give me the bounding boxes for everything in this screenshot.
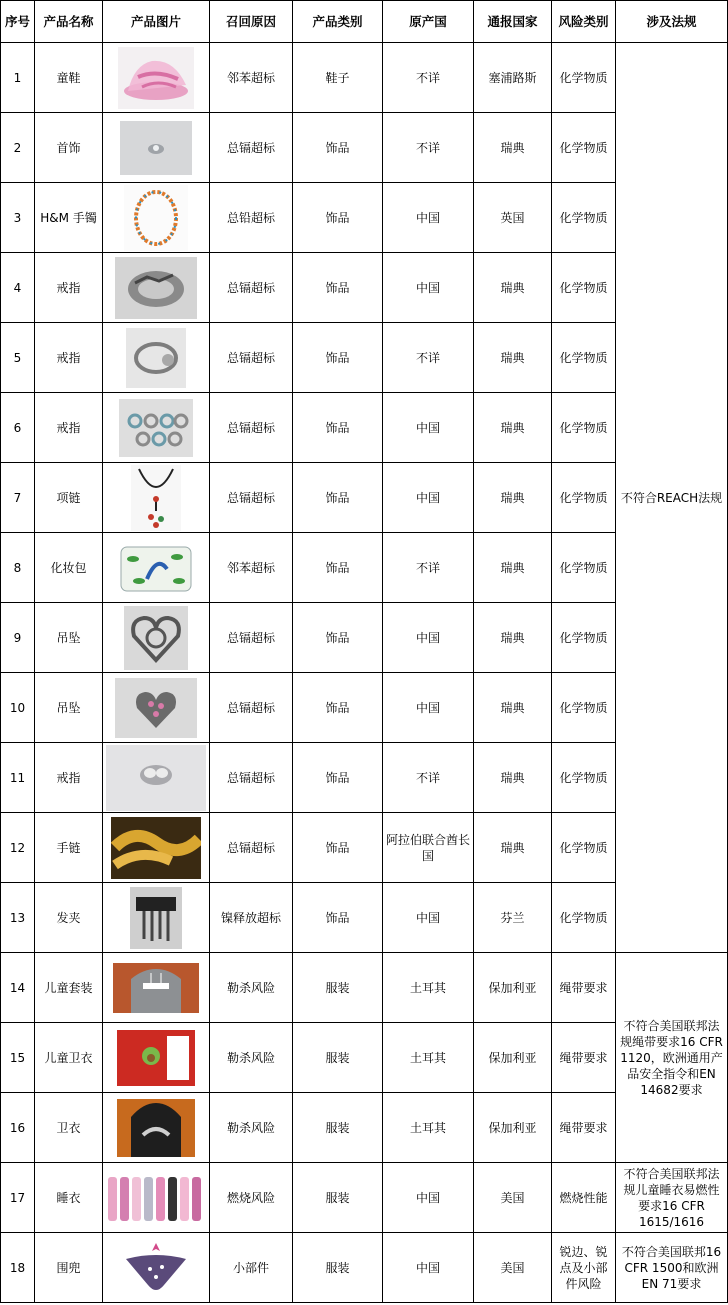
cell-name: 儿童套装 xyxy=(35,953,103,1023)
cell-no: 10 xyxy=(1,673,35,743)
cell-category: 服装 xyxy=(293,1163,383,1233)
cell-origin: 中国 xyxy=(383,603,474,673)
cell-risk: 化学物质 xyxy=(552,533,616,603)
cell-no: 8 xyxy=(1,533,35,603)
cell-notifier: 瑞典 xyxy=(474,813,552,883)
cell-reason: 邻苯超标 xyxy=(210,533,293,603)
cell-no: 17 xyxy=(1,1163,35,1233)
cell-no: 2 xyxy=(1,113,35,183)
cell-reason: 勒杀风险 xyxy=(210,953,293,1023)
cell-law-small-parts: 不符合美国联邦16 CFR 1500和欧洲EN 71要求 xyxy=(616,1233,728,1303)
cell-category: 饰品 xyxy=(293,393,383,463)
cell-category: 饰品 xyxy=(293,533,383,603)
cell-risk: 绳带要求 xyxy=(552,953,616,1023)
cell-reason: 总镉超标 xyxy=(210,673,293,743)
cell-notifier: 瑞典 xyxy=(474,113,552,183)
cell-risk: 化学物质 xyxy=(552,813,616,883)
cell-notifier: 塞浦路斯 xyxy=(474,43,552,113)
cell-risk: 化学物质 xyxy=(552,393,616,463)
ring-icon xyxy=(126,328,186,388)
cell-category: 服装 xyxy=(293,1093,383,1163)
cell-origin: 土耳其 xyxy=(383,953,474,1023)
cell-category: 饰品 xyxy=(293,113,383,183)
cell-reason: 总镉超标 xyxy=(210,743,293,813)
cell-reason: 邻苯超标 xyxy=(210,43,293,113)
cell-category: 饰品 xyxy=(293,883,383,953)
col-header-risk: 风险类别 xyxy=(552,1,616,43)
cell-origin: 不详 xyxy=(383,743,474,813)
cell-risk: 化学物质 xyxy=(552,603,616,673)
table-row xyxy=(1,1163,728,1233)
cell-reason: 小部件 xyxy=(210,1233,293,1303)
jewelry-icon xyxy=(120,121,192,175)
cell-no: 9 xyxy=(1,603,35,673)
cell-category: 服装 xyxy=(293,1023,383,1093)
cell-reason: 总镉超标 xyxy=(210,393,293,463)
cell-category: 饰品 xyxy=(293,603,383,673)
ring-icon xyxy=(106,745,206,811)
cell-no: 16 xyxy=(1,1093,35,1163)
cell-origin: 中国 xyxy=(383,253,474,323)
cell-no: 14 xyxy=(1,953,35,1023)
cell-risk: 化学物质 xyxy=(552,253,616,323)
gold-bracelet-icon xyxy=(111,817,201,879)
heart-pendant-icon xyxy=(115,678,197,738)
cell-reason: 总镉超标 xyxy=(210,463,293,533)
kids-shoe-icon xyxy=(118,47,194,109)
cell-risk: 绳带要求 xyxy=(552,1093,616,1163)
cell-origin: 中国 xyxy=(383,393,474,463)
cell-risk: 绳带要求 xyxy=(552,1023,616,1093)
cell-category: 饰品 xyxy=(293,463,383,533)
header-row xyxy=(1,1,728,43)
hairpin-icon xyxy=(130,887,182,949)
red-sweatshirt-icon xyxy=(117,1030,195,1086)
col-header-name: 产品名称 xyxy=(35,1,103,43)
cell-name: 围兜 xyxy=(35,1233,103,1303)
cell-no: 4 xyxy=(1,253,35,323)
bracelet-icon xyxy=(124,185,188,251)
cell-no: 7 xyxy=(1,463,35,533)
cell-notifier: 瑞典 xyxy=(474,743,552,813)
cell-name: 睡衣 xyxy=(35,1163,103,1233)
cosmetic-bag-icon xyxy=(117,539,195,597)
cell-no: 18 xyxy=(1,1233,35,1303)
cell-origin: 中国 xyxy=(383,1233,474,1303)
table-row xyxy=(1,43,728,113)
cell-origin: 阿拉伯联合酋长国 xyxy=(383,813,474,883)
ring-icon xyxy=(115,257,197,319)
cell-origin: 不详 xyxy=(383,533,474,603)
cell-category: 饰品 xyxy=(293,743,383,813)
cell-notifier: 保加利亚 xyxy=(474,953,552,1023)
cell-name: 童鞋 xyxy=(35,43,103,113)
cell-origin: 不详 xyxy=(383,113,474,183)
cell-reason: 镍释放超标 xyxy=(210,883,293,953)
cell-name: H&M 手镯 xyxy=(35,183,103,253)
kids-hoodie-icon xyxy=(113,963,199,1013)
cell-name: 项链 xyxy=(35,463,103,533)
cell-notifier: 瑞典 xyxy=(474,463,552,533)
cell-origin: 不详 xyxy=(383,43,474,113)
black-hoodie-icon xyxy=(117,1099,195,1157)
cell-origin: 中国 xyxy=(383,883,474,953)
cell-reason: 勒杀风险 xyxy=(210,1093,293,1163)
cell-origin: 中国 xyxy=(383,183,474,253)
cell-risk: 化学物质 xyxy=(552,463,616,533)
col-header-image: 产品图片 xyxy=(103,1,210,43)
cell-reason: 总镉超标 xyxy=(210,113,293,183)
cell-risk: 化学物质 xyxy=(552,883,616,953)
cell-law-flammability: 不符合美国联邦法规儿童睡衣易燃性要求16 CFR 1615/1616 xyxy=(616,1163,728,1233)
cell-notifier: 瑞典 xyxy=(474,603,552,673)
cell-name: 儿童卫衣 xyxy=(35,1023,103,1093)
cell-name: 发夹 xyxy=(35,883,103,953)
rings-set-icon xyxy=(119,399,193,457)
cell-notifier: 英国 xyxy=(474,183,552,253)
cell-name: 手链 xyxy=(35,813,103,883)
cell-name: 戒指 xyxy=(35,743,103,813)
cell-reason: 总铅超标 xyxy=(210,183,293,253)
cell-notifier: 瑞典 xyxy=(474,253,552,323)
cell-risk: 化学物质 xyxy=(552,743,616,813)
cell-risk: 化学物质 xyxy=(552,673,616,743)
col-header-category: 产品类别 xyxy=(293,1,383,43)
cell-law-cord: 不符合美国联邦法规绳带要求16 CFR 1120，欧洲通用产品安全指令和EN 14682要求 xyxy=(616,953,728,1163)
cell-name: 吊坠 xyxy=(35,603,103,673)
cell-notifier: 瑞典 xyxy=(474,673,552,743)
cell-no: 3 xyxy=(1,183,35,253)
cell-reason: 燃烧风险 xyxy=(210,1163,293,1233)
cell-no: 11 xyxy=(1,743,35,813)
cell-origin: 不详 xyxy=(383,323,474,393)
cell-category: 饰品 xyxy=(293,323,383,393)
bib-icon xyxy=(120,1237,192,1299)
cell-no: 6 xyxy=(1,393,35,463)
cell-origin: 中国 xyxy=(383,673,474,743)
cell-notifier: 瑞典 xyxy=(474,323,552,393)
cell-notifier: 芬兰 xyxy=(474,883,552,953)
cell-notifier: 保加利亚 xyxy=(474,1093,552,1163)
cell-risk: 化学物质 xyxy=(552,43,616,113)
col-header-no: 序号 xyxy=(1,1,35,43)
cell-reason: 总镉超标 xyxy=(210,603,293,673)
cell-reason: 总镉超标 xyxy=(210,323,293,393)
cell-reason: 总镉超标 xyxy=(210,253,293,323)
cell-notifier: 瑞典 xyxy=(474,533,552,603)
col-header-reason: 召回原因 xyxy=(210,1,293,43)
cell-origin: 中国 xyxy=(383,1163,474,1233)
cell-name: 戒指 xyxy=(35,323,103,393)
cell-no: 5 xyxy=(1,323,35,393)
cell-category: 服装 xyxy=(293,953,383,1023)
cell-notifier: 美国 xyxy=(474,1163,552,1233)
cell-name: 吊坠 xyxy=(35,673,103,743)
pendant-icon xyxy=(124,606,188,670)
cell-no: 15 xyxy=(1,1023,35,1093)
col-header-origin: 原产国 xyxy=(383,1,474,43)
cell-name: 戒指 xyxy=(35,393,103,463)
cell-name: 首饰 xyxy=(35,113,103,183)
cell-category: 饰品 xyxy=(293,253,383,323)
cell-law-reach: 不符合REACH法规 xyxy=(616,43,728,953)
col-header-notifier: 通报国家 xyxy=(474,1,552,43)
cell-notifier: 美国 xyxy=(474,1233,552,1303)
cell-no: 1 xyxy=(1,43,35,113)
necklace-icon xyxy=(131,465,181,531)
cell-reason: 总镉超标 xyxy=(210,813,293,883)
table-row xyxy=(1,1233,728,1303)
cell-origin: 中国 xyxy=(383,463,474,533)
table-row xyxy=(1,953,728,1023)
cell-reason: 勒杀风险 xyxy=(210,1023,293,1093)
cell-risk: 化学物质 xyxy=(552,183,616,253)
cell-name: 戒指 xyxy=(35,253,103,323)
cell-risk: 燃烧性能 xyxy=(552,1163,616,1233)
pajamas-icon xyxy=(105,1171,207,1225)
cell-category: 鞋子 xyxy=(293,43,383,113)
cell-name: 卫衣 xyxy=(35,1093,103,1163)
cell-origin: 土耳其 xyxy=(383,1093,474,1163)
cell-category: 服装 xyxy=(293,1233,383,1303)
cell-no: 12 xyxy=(1,813,35,883)
cell-category: 饰品 xyxy=(293,183,383,253)
cell-risk: 化学物质 xyxy=(552,113,616,183)
cell-risk: 锐边、锐点及小部件风险 xyxy=(552,1233,616,1303)
cell-name: 化妆包 xyxy=(35,533,103,603)
col-header-law: 涉及法规 xyxy=(616,1,728,43)
cell-risk: 化学物质 xyxy=(552,323,616,393)
cell-origin: 土耳其 xyxy=(383,1023,474,1093)
cell-category: 饰品 xyxy=(293,673,383,743)
cell-no: 13 xyxy=(1,883,35,953)
cell-notifier: 保加利亚 xyxy=(474,1023,552,1093)
cell-notifier: 瑞典 xyxy=(474,393,552,463)
cell-category: 饰品 xyxy=(293,813,383,883)
